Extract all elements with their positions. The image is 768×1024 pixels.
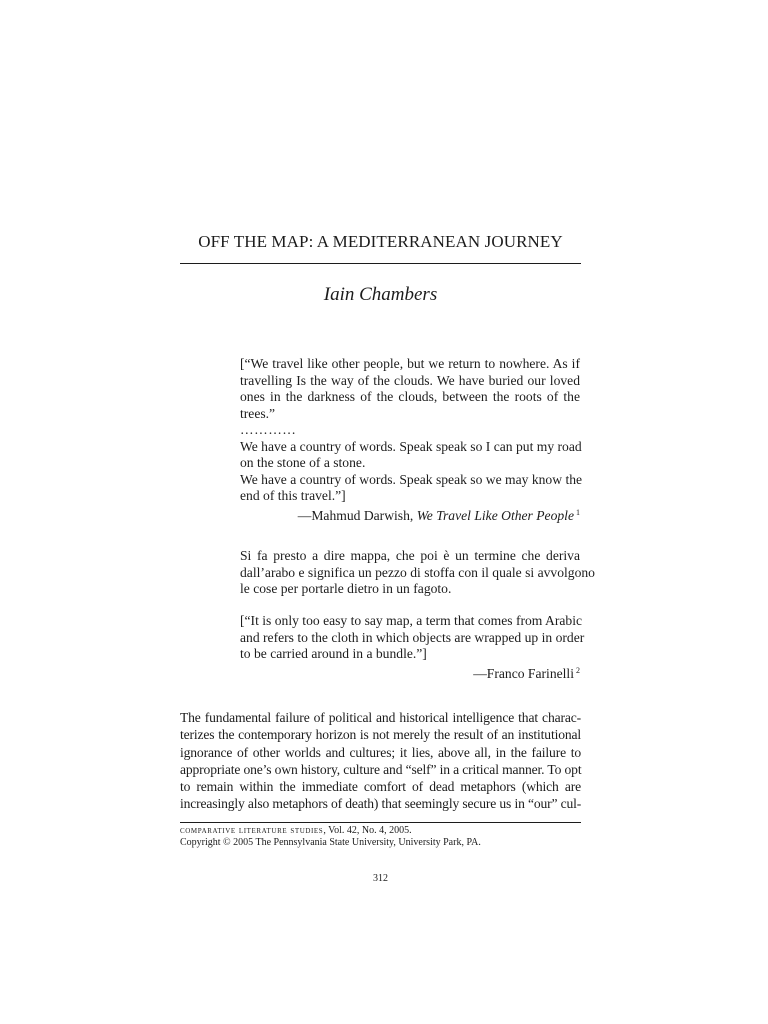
epigraph-ellipsis: ………… [240, 422, 297, 437]
epigraph-line: [“It is only too easy to say map, a term that comes from Arabic [240, 613, 583, 628]
body-line: The fundamental failure of political and historical intelligence that charac- [180, 710, 581, 725]
epigraph-line: Si fa presto a dire mappa, che poi è un termine che deriva [240, 548, 580, 563]
body-line: appropriate one’s own history, culture and “self” in a critical manner. To opt [180, 761, 582, 777]
epigraph-attribution [240, 663, 580, 683]
epigraph-line: end of this travel.”] [240, 488, 346, 503]
epigraph-farinelli-italian [240, 548, 595, 598]
epigraph-line: trees.” [240, 405, 276, 421]
body-line: terizes the contemporary horizon is not merely the result of an institutional [180, 727, 581, 743]
journal-info [180, 825, 581, 849]
epigraph-attribution [240, 505, 580, 525]
body-paragraph [180, 709, 581, 813]
epigraph-line: ones in the darkness of the clouds, between the roots of the [240, 389, 580, 404]
epigraph-line: dall’arabo e significa un pezzo di stoffa con il quale si avvolgono [240, 564, 595, 580]
body-line: ignorance of other worlds and cultures; it lies, above all, in the failure to [180, 744, 581, 760]
article-title: OFF THE MAP: A MEDITERRANEAN JOURNEY [198, 232, 563, 251]
title-rule [180, 263, 581, 264]
journal-name: comparative literature studies [180, 825, 324, 836]
epigraph-line: and refers to the cloth in which objects are wrapped up in order [240, 629, 585, 645]
attribution-author: —Mahmud Darwish, [297, 507, 417, 523]
epigraph-line: le cose per portarle dietro in un fagoto. [240, 581, 452, 596]
epigraph-line: [“We travel like other people, but we return to nowhere. As if [240, 356, 580, 371]
copyright-notice: Copyright © 2005 The Pennsylvania State University, University Park, PA. [180, 837, 481, 848]
epigraph-line: We have a country of words. Speak speak so I can put my road [240, 438, 582, 454]
epigraph-darwish [240, 356, 583, 524]
page-number: 312 [373, 873, 388, 884]
journal-details: , Vol. 42, No. 4, 2005. [323, 825, 412, 836]
attribution-work-title: We Travel Like Other People [416, 507, 574, 523]
epigraph-line: on the stone of a stone. [240, 455, 366, 470]
epigraph-farinelli-english [240, 613, 585, 682]
author-name: Iain Chambers [323, 284, 438, 305]
epigraph-line: travelling Is the way of the clouds. We have buried our loved [240, 372, 580, 388]
footer-rule [180, 822, 581, 823]
attribution-author: —Franco Farinelli [473, 665, 574, 681]
footnote-marker[interactable]: 2 [576, 665, 580, 675]
epigraph-line: to be carried around in a bundle.”] [240, 646, 427, 661]
epigraph-line: We have a country of words. Speak speak so we may know the [240, 471, 583, 487]
body-line: increasingly also metaphors of death) that seemingly secure us in “our” cul- [180, 796, 582, 812]
footnote-marker[interactable]: 1 [576, 507, 580, 517]
body-line: to remain within the immediate comfort of dead metaphors (which are [180, 779, 581, 795]
journal-citation [180, 825, 581, 837]
